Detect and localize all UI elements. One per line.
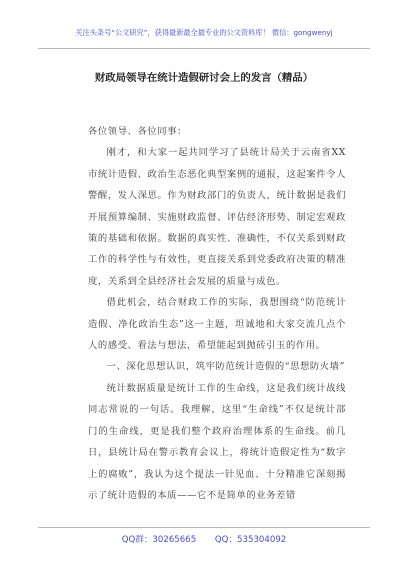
document-title: 财政局领导在统计造假研讨会上的发言（精品） [94,72,314,84]
header-divider [38,48,370,49]
header-banner: 关注头条号“公文研究”，获得最新最全最专业的公文资料库！ 微信：gongwenyj [75,28,333,37]
paragraph-theme: 借此机会，结合财政工作的实际，我想围绕“防范统计造假、净化政治生态”这一主题，坦诚地和大家交流几点个人的感受、看法与想法，希望能起到抛砖引玉的作用。 [88,297,346,352]
paragraph-opening: 刚才，和大家一起共同学习了县统计局关于云南省XX市统计造假、政治生态恶化典型案例的通报，这起案件令人警醒，发人深思。作为财政部门的负责人，统计数据是我们开展预算编制、实施财政监督、评估经济形势、制定宏观政策的基础和依据。数据的真实性、准确性，不仅关系到财政工作的科学性与有效性，更直接关系到党委政府决策的精准度，关系到全县经济社会发展的质量与成色。 [88,147,346,287]
footer-divider [38,527,370,528]
footer-qq-group: QQ群：30265665 [121,535,197,545]
footer-contacts [0,533,408,545]
paragraph-section-1: 统计数据质量是统计工作的生命线，这是我们统计战线同志常说的一句话。我理解，这里“生命线”不仅是统计部门的生命线，更是我们整个政府治理体系的生命线。前几日，县统计局在警示教育会议上，将统计造假定性为“数字上的腐败”，我认为这个提法一针见血、十分精准它深刻揭示了统计造假的本质——它不是简单的业务差错 [88,382,346,501]
footer-qq: QQ：535304092 [214,535,287,545]
section-heading-1: 一、深化思想认识，筑牢防范统计造假的“思想防火墙” [106,361,345,373]
salutation: 各位领导、各位同事： [88,126,187,137]
document-body [88,121,346,506]
